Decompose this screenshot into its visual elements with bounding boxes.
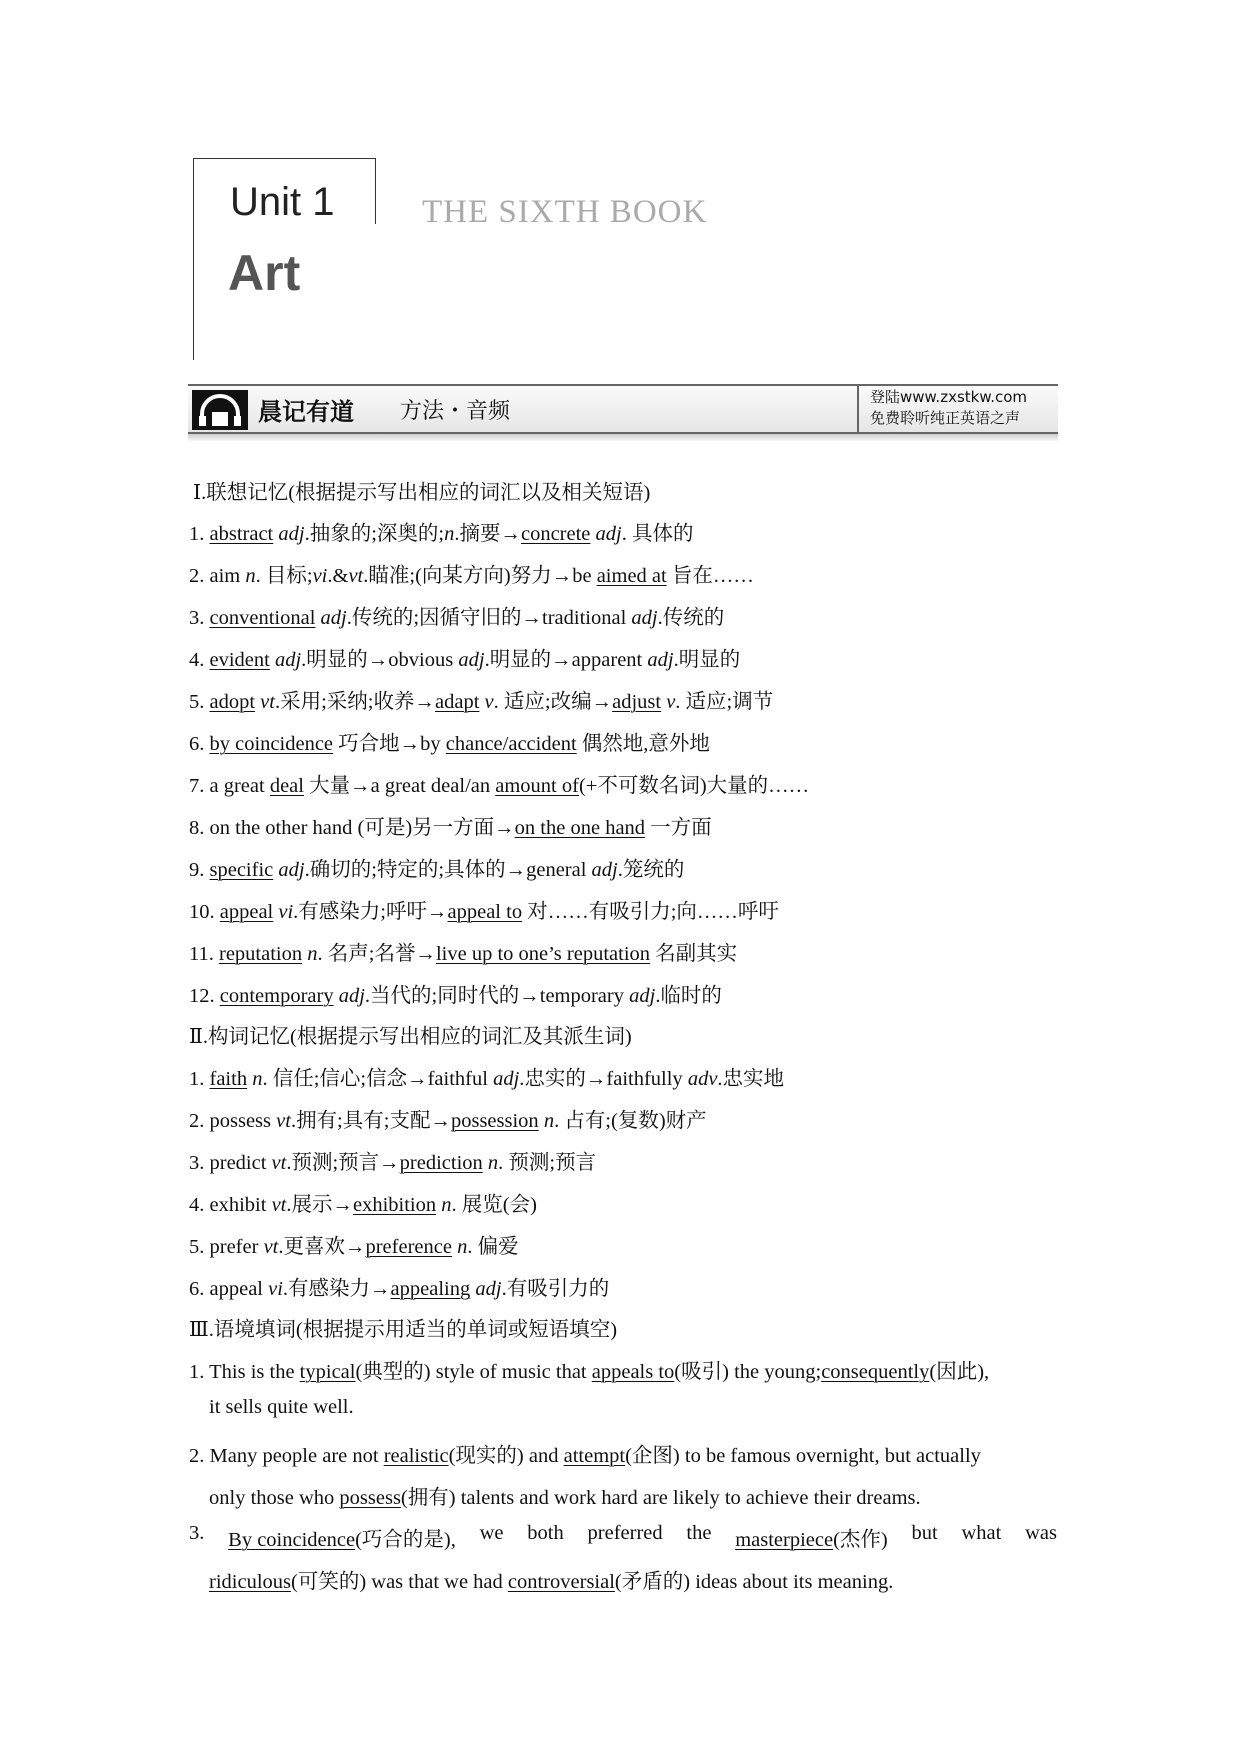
list-item: 7. a great deal 大量→a great deal/an amount of(+不可数名词)大量的…… — [189, 775, 810, 797]
banner-divider — [857, 384, 859, 434]
list-item: 1. faith n. 信任;信心;信念→faithful adj.忠实的→faithfully adv.忠实地 — [189, 1068, 785, 1090]
site-slogan: 免费聆听纯正英语之声 — [870, 409, 1021, 427]
list-item-continuation: it sells quite well. — [209, 1396, 354, 1418]
section-heading: Ⅰ.联想记忆(根据提示写出相应的词汇以及相关短语) — [193, 482, 651, 504]
list-item: 2. possess vt.拥有;具有;支配→possession n. 占有;(复数)财产 — [189, 1110, 707, 1132]
list-item: 2. aim n. 目标;vi.&vt.瞄准;(向某方向)努力→be aimed at 旨在…… — [189, 565, 754, 587]
banner-site-info — [870, 387, 1027, 429]
list-item: 1. This is the typical(典型的) style of music that appeals to(吸引) the young;consequently(因此), — [189, 1361, 990, 1383]
list-item-continuation: only those who possess(拥有) talents and work hard are likely to achieve their dreams. — [209, 1487, 921, 1509]
list-item: 3. conventional adj.传统的;因循守旧的→traditional adj.传统的 — [189, 607, 725, 629]
banner-subtitle: 方法・音频 — [400, 399, 511, 424]
list-item: 4. evident adj.明显的→obvious adj.明显的→apparent adj.明显的 — [189, 649, 741, 671]
list-item: 1. abstract adj.抽象的;深奥的;n.摘要→concrete adj. 具体的 — [189, 523, 694, 545]
book-title: THE SIXTH BOOK — [422, 194, 708, 230]
list-item: 9. specific adj.确切的;特定的;具体的→general adj.笼统的 — [189, 859, 685, 881]
list-item: 2. Many people are not realistic(现实的) and attempt(企图) to be famous overnight, but actually — [189, 1445, 981, 1467]
unit-title: Art — [228, 245, 301, 301]
section-heading: Ⅲ.语境填词(根据提示用适当的单词或短语填空) — [189, 1319, 618, 1341]
list-item: 5. prefer vt.更喜欢→preference n. 偏爱 — [189, 1236, 519, 1258]
site-url: 登陆www.zxstkw.com — [870, 388, 1028, 406]
list-item: 6. by coincidence 巧合地→by chance/accident 偶然地,意外地 — [189, 733, 710, 755]
list-item: 4. exhibit vt.展示→exhibition n. 展览(会) — [189, 1194, 537, 1216]
list-item: 10. appeal vi.有感染力;呼吁→appeal to 对……有吸引力;向……呼吁 — [189, 901, 779, 923]
list-item: 11. reputation n. 名声;名誉→live up to one’s reputation 名副其实 — [189, 943, 738, 965]
section-banner — [188, 384, 1058, 434]
list-item: 5. adopt vt.采用;采纳;收养→adapt v. 适应;改编→adjust v. 适应;调节 — [189, 691, 774, 713]
list-item: 12. contemporary adj.当代的;同时代的→temporary adj.临时的 — [189, 985, 722, 1007]
list-item: 8. on the other hand (可是)另一方面→on the one hand 一方面 — [189, 817, 712, 839]
headphones-icon — [192, 390, 248, 430]
unit-label: Unit 1 — [230, 180, 335, 224]
list-item: 3. By coincidence(巧合的是), we both preferred the masterpiece(杰作) but what was — [189, 1522, 1057, 1551]
section-heading: Ⅱ.构词记忆(根据提示写出相应的词汇及其派生词) — [189, 1026, 632, 1048]
list-item: 6. appeal vi.有感染力→appealing adj.有吸引力的 — [189, 1278, 610, 1300]
list-item: 3. predict vt.预测;预言→prediction n. 预测;预言 — [189, 1152, 597, 1174]
banner-title: 晨记有道 — [258, 398, 354, 426]
list-item-continuation: ridiculous(可笑的) was that we had controversial(矛盾的) ideas about its meaning. — [209, 1571, 894, 1593]
